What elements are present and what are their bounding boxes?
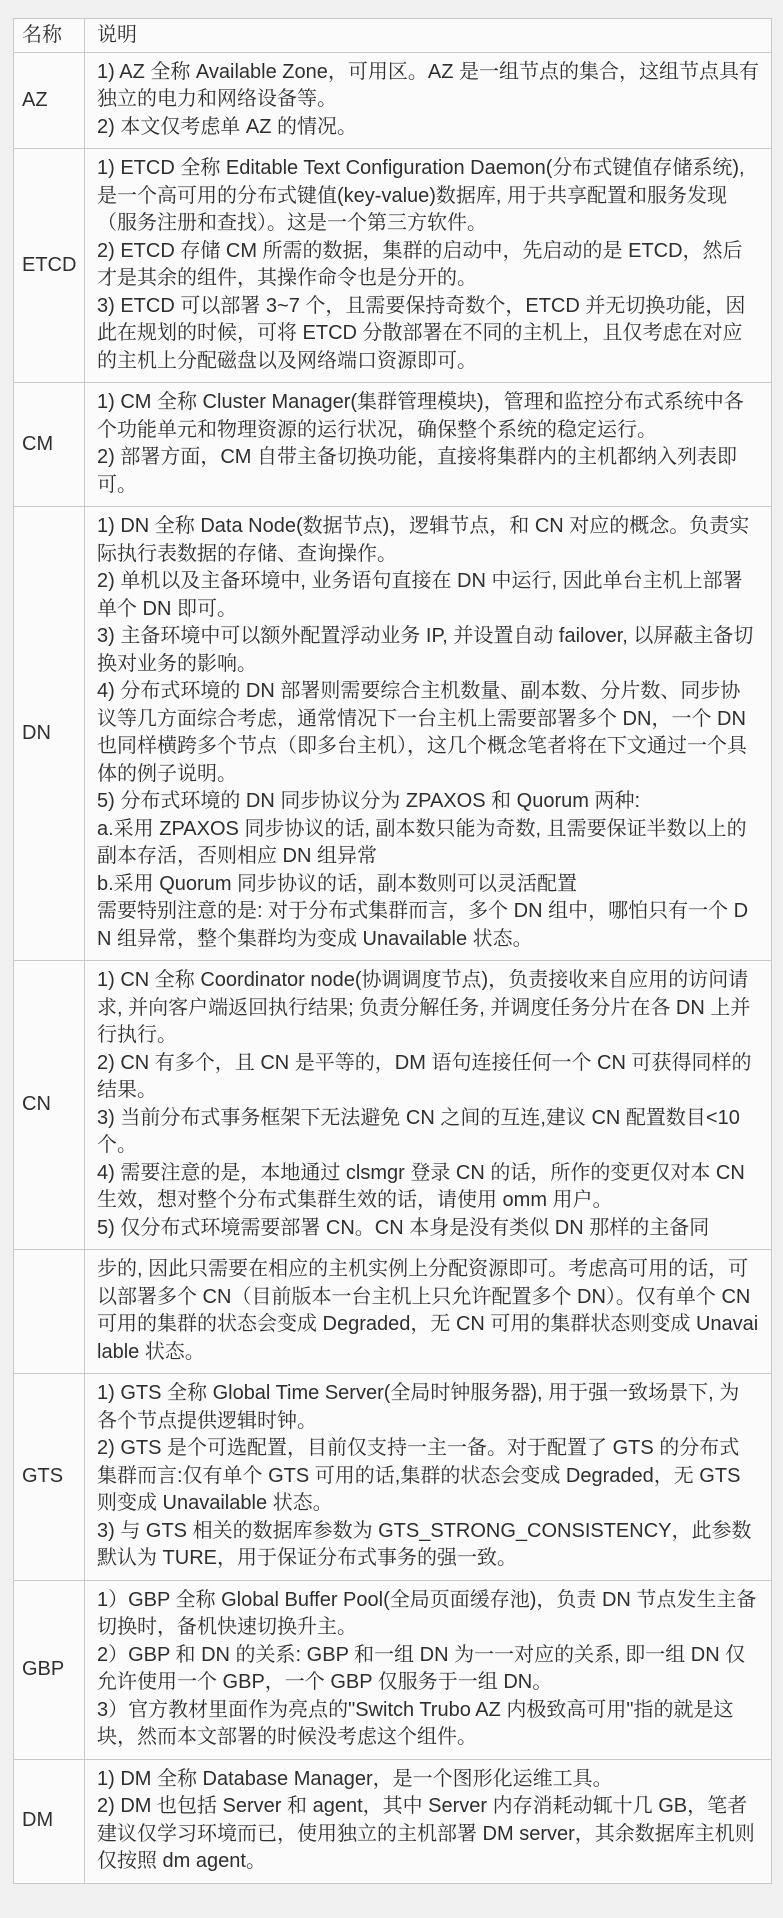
description-line: 需要特别注意的是: 对于分布式集群而言，多个 DN 组中，哪怕只有一个 DN 组异常，整个集群均为变成 Unavailable 状态。: [97, 900, 749, 950]
description-line: 3) 与 GTS 相关的数据库参数为 GTS_STRONG_CONSISTENCY，此参数默认为 TURE，用于保证分布式事务的强一致。: [97, 1519, 752, 1569]
component-description: [85, 1250, 772, 1374]
description-line: 5) 仅分布式环境需要部署 CN。CN 本身是没有类似 DN 那样的主备同: [97, 1216, 710, 1239]
component-name: CN: [14, 961, 85, 1250]
description-line: b.采用 Quorum 同步协议的话，副本数则可以灵活配置: [97, 872, 578, 895]
component-name: GBP: [14, 1580, 85, 1759]
table-row: [14, 507, 772, 961]
description-line: 2) ETCD 存储 CM 所需的数据，集群的启动中，先启动的是 ETCD，然后才是其余的组件，其操作命令也是分开的。: [97, 239, 743, 289]
description-line: 4) 需要注意的是，本地通过 clsmgr 登录 CN 的话，所作的变更仅对本 CN 生效，想对整个分布式集群生效的话，请使用 omm 用户。: [97, 1161, 745, 1211]
table-row: [14, 1374, 772, 1581]
table-row: [14, 149, 772, 383]
table-row: [14, 1759, 772, 1883]
component-name: CM: [14, 383, 85, 507]
component-name: GTS: [14, 1374, 85, 1581]
table-row: [14, 52, 772, 149]
column-header-description: 说明: [85, 19, 772, 53]
description-line: 1) CM 全称 Cluster Manager(集群管理模块)，管理和监控分布式系统中各个功能单元和物理资源的运行状况，确保整个系统的稳定运行。: [97, 391, 744, 441]
component-name: ETCD: [14, 149, 85, 383]
table-row: [14, 961, 772, 1250]
description-line: 3）官方教材里面作为亮点的"Switch Trubo AZ 内极致高可用"指的就是这块，然而本文部署的时候没考虑这个组件。: [97, 1698, 734, 1748]
component-description: [85, 1374, 772, 1581]
component-name: DN: [14, 507, 85, 961]
description-line: 4) 分布式环境的 DN 部署则需要综合主机数量、副本数、分片数、同步协议等几方面综合考虑，通常情况下一台主机上需要部署多个 DN，一个 DN 也同样横跨多个节点（即多台主机），这几个概念笔者将在下文通过一个具体的例子说明。: [97, 680, 747, 785]
component-name: [14, 1250, 85, 1374]
table-row: [14, 1250, 772, 1374]
description-line: 2) GTS 是个可选配置，目前仅支持一主一备。对于配置了 GTS 的分布式集群而言:仅有单个 GTS 可用的话,集群的状态会变成 Degraded，无 GTS 则变成 Unavailable 状态。: [97, 1437, 741, 1514]
description-line: a.采用 ZPAXOS 同步协议的话, 副本数只能为奇数, 且需要保证半数以上的副本存活，否则相应 DN 组异常: [97, 817, 747, 867]
table-row: [14, 383, 772, 507]
description-line: 3) ETCD 可以部署 3~7 个，且需要保持奇数个，ETCD 并无切换功能，因此在规划的时候，可将 ETCD 分散部署在不同的主机上，且仅考虑在对应的主机上分配磁盘以及网络端口资源即可。: [97, 294, 746, 372]
table-body: [14, 52, 772, 1883]
component-description-table: [13, 18, 772, 1884]
table-header-row: [14, 19, 772, 53]
description-line: 2) 部署方面，CM 自带主备切换功能，直接将集群内的主机都纳入列表即可。: [97, 446, 737, 496]
component-description: [85, 1580, 772, 1759]
description-line: 2）GBP 和 DN 的关系: GBP 和一组 DN 为一一对应的关系, 即一组 DN 仅允许使用一个 GBP，一个 GBP 仅服务于一组 DN。: [97, 1643, 746, 1693]
description-line: 1) DM 全称 Database Manager，是一个图形化运维工具。: [97, 1767, 613, 1790]
description-line: 1) GTS 全称 Global Time Server(全局时钟服务器), 用于强一致场景下, 为各个节点提供逻辑时钟。: [97, 1382, 740, 1432]
description-line: 1) AZ 全称 Available Zone，可用区。AZ 是一组节点的集合，这组节点具有独立的电力和网络设备等。: [97, 60, 759, 110]
column-header-name: 名称: [14, 19, 85, 53]
component-name: DM: [14, 1759, 85, 1883]
component-name: AZ: [14, 52, 85, 149]
description-line: 2) CN 有多个，且 CN 是平等的，DM 语句连接任何一个 CN 可获得同样的结果。: [97, 1051, 752, 1101]
description-line: 3) 主备环境中可以额外配置浮动业务 IP, 并设置自动 failover, 以屏蔽主备切换对业务的影响。: [97, 625, 754, 675]
description-line: 5) 分布式环境的 DN 同步协议分为 ZPAXOS 和 Quorum 两种:: [97, 790, 641, 812]
description-line: 2) 本文仅考虑单 AZ 的情况。: [97, 115, 358, 138]
description-line: 1) CN 全称 Coordinator node(协调调度节点)，负责接收来自应用的访问请求, 并向客户端返回执行结果; 负责分解任务, 并调度任务分片在各 DN 上并行执行。: [97, 969, 751, 1046]
description-line: 1) ETCD 全称 Editable Text Configuration Daemon(分布式键值存储系统), 是一个高可用的分布式键值(key-value)数据库, 用于共享配置和服务发现（服务注册和查找）。这是一个第三方软件。: [97, 157, 745, 234]
component-description: [85, 149, 772, 383]
component-description: [85, 52, 772, 149]
description-line: 3) 当前分布式事务框架下无法避免 CN 之间的互连,建议 CN 配置数目<10 个。: [97, 1106, 740, 1156]
component-description: [85, 1759, 772, 1883]
description-line: 2) DM 也包括 Server 和 agent，其中 Server 内存消耗动辄十几 GB，笔者建议仅学习环境而已，使用独立的主机部署 DM server，其余数据库主机则仅按照 dm agent。: [97, 1795, 755, 1872]
table-row: [14, 1580, 772, 1759]
description-line: 步的, 因此只需要在相应的主机实例上分配资源即可。考虑高可用的话，可以部署多个 CN（目前版本一台主机上只允许配置多个 DN）。仅有单个 CN 可用的集群的状态会变成 Degraded，无 CN 可用的集群状态则变成 Unavailable 状态。: [97, 1258, 759, 1363]
description-line: 1）GBP 全称 Global Buffer Pool(全局页面缓存池)，负责 DN 节点发生主备切换时，备机快速切换升主。: [97, 1588, 757, 1638]
description-line: 1) DN 全称 Data Node(数据节点)，逻辑节点，和 CN 对应的概念。负责实际执行表数据的存储、查询操作。: [97, 515, 750, 565]
component-description: [85, 507, 772, 961]
description-line: 2) 单机以及主备环境中, 业务语句直接在 DN 中运行, 因此单台主机上部署单个 DN 即可。: [97, 570, 743, 620]
component-description: [85, 383, 772, 507]
component-description: [85, 961, 772, 1250]
